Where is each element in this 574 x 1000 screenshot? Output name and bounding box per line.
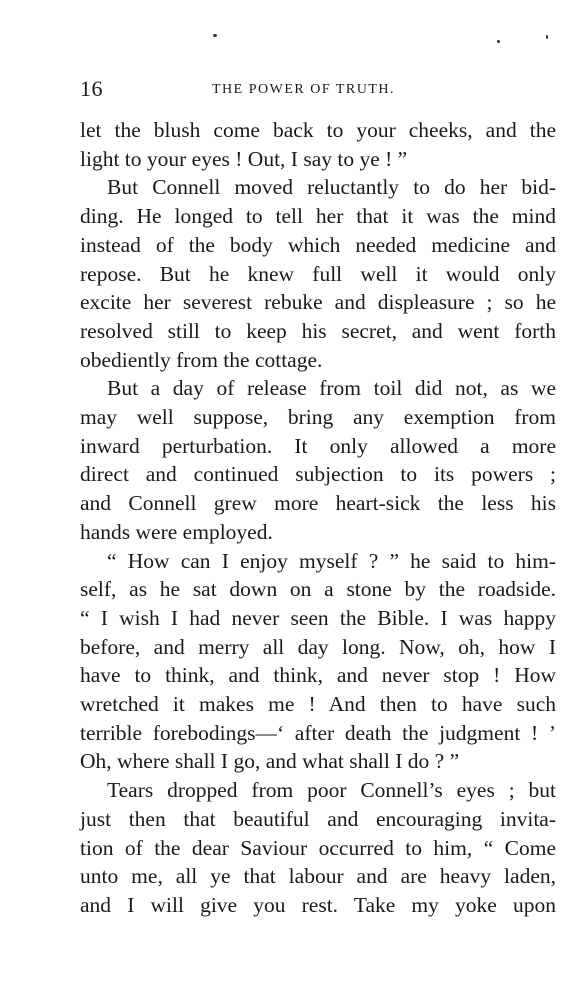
text-line: before, and merry all day long. Now, oh, how I: [80, 634, 556, 659]
text-line: wretched it makes me ! And then to have such: [80, 692, 556, 717]
paragraph: [80, 116, 556, 173]
text-line: inward perturbation. It only allowed a more: [80, 433, 556, 458]
text-line: repose. But he knew full well it would only: [80, 261, 556, 286]
text-line: resolved still to keep his secret, and went forth: [80, 318, 556, 343]
text-line: hands were employed.: [80, 519, 273, 544]
text-line: obediently from the cottage.: [80, 347, 323, 372]
ink-speck: [213, 34, 217, 37]
text-line: have to think, and think, and never stop ! How: [80, 663, 556, 688]
paragraph: [80, 374, 556, 546]
text-line: Oh, where shall I go, and what shall I do ? ”: [80, 749, 460, 774]
ink-speck: [497, 40, 500, 43]
text-line: “ I wish I had never seen the Bible. I was happy: [80, 605, 556, 630]
text-line: direct and continued subjection to its powers ;: [80, 462, 556, 487]
paragraph: [80, 776, 556, 920]
paragraph: [80, 547, 556, 777]
text-line: But a day of release from toil did not, as we: [107, 376, 556, 401]
text-line: and Connell grew more heart-sick the less his: [80, 491, 556, 516]
text-line: terrible forebodings—‘ after death the judgment ! ’: [80, 720, 556, 745]
text-line: Tears dropped from poor Connell’s eyes ; but: [107, 778, 556, 803]
text-line: unto me, all ye that labour and are heavy laden,: [80, 864, 556, 889]
text-line: let the blush come back to your cheeks, and the: [80, 118, 556, 142]
paragraph: [80, 173, 556, 374]
text-line: “ How can I enjoy myself ? ” he said to him-: [107, 548, 556, 573]
text-line: ding. He longed to tell her that it was the mind: [80, 204, 556, 229]
ink-speck: [546, 35, 548, 39]
body-text: [80, 116, 556, 920]
text-line: tion of the dear Saviour occurred to him, “ Come: [80, 835, 556, 860]
text-line: self, as he sat down on a stone by the roadside.: [80, 577, 556, 602]
running-title: THE POWER OF TRUTH.: [212, 82, 396, 97]
text-line: instead of the body which needed medicine and: [80, 232, 556, 257]
text-line: may well suppose, bring any exemption from: [80, 405, 556, 430]
text-line: But Connell moved reluctantly to do her bid-: [107, 175, 556, 200]
text-line: and I will give you rest. Take my yoke upon: [80, 892, 556, 917]
page-number: 16: [80, 76, 103, 101]
text-line: light to your eyes ! Out, I say to ye ! ”: [80, 146, 408, 171]
page-header: [80, 76, 556, 106]
text-line: just then that beautiful and encouraging invita-: [80, 806, 556, 831]
text-line: excite her severest rebuke and displeasure ; so he: [80, 290, 556, 315]
